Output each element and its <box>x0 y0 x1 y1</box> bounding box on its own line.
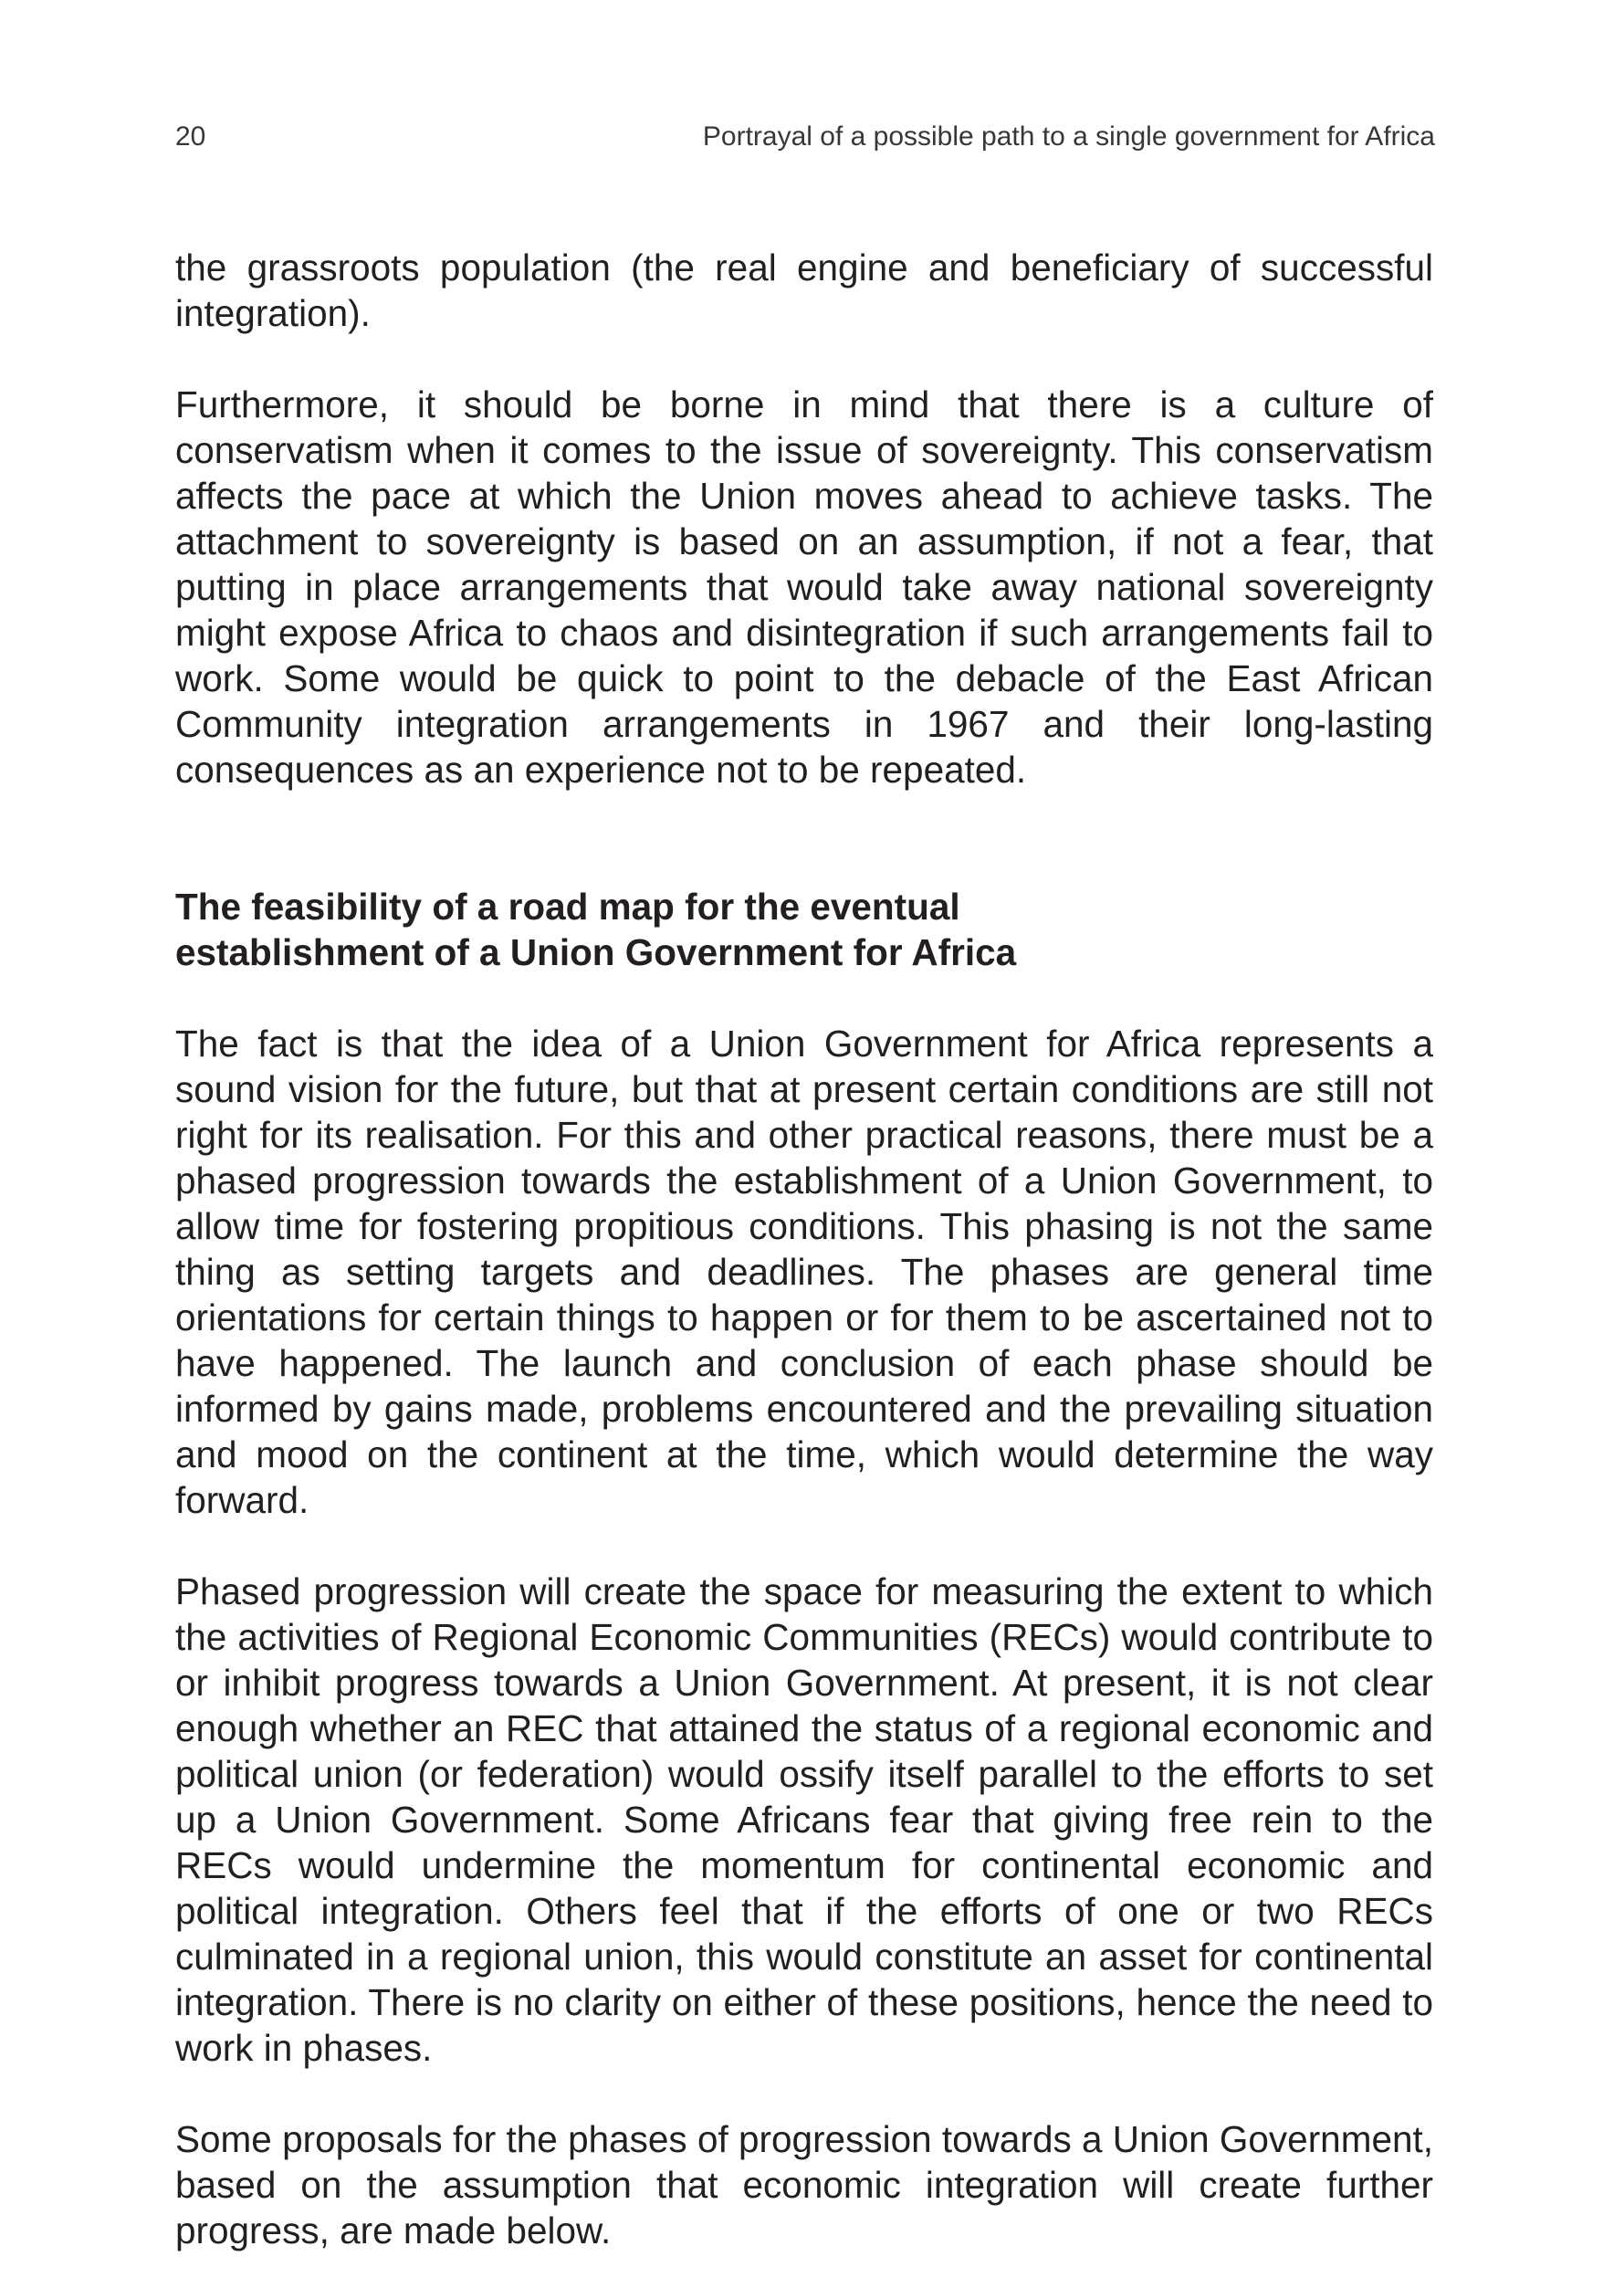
paragraph: Some proposals for the phases of progression towards a Union Government, based on the assumption that economic integration will create further progress, are made below. <box>175 2118 1433 2251</box>
paragraph: The fact is that the idea of a Union Government for Africa represents a sound vision for the future, but that at present certain conditions are still not right for its realisation. For this and other practical reasons, there must be a phased progression towards the establishment of a Union Government, to allow time for fostering propitious conditions. This phasing is not the same thing as setting targets and deadlines. The phases are general time orientations for certain things to happen or for them to be ascertained not to have happened. The launch and conclusion of each phase should be informed by gains made, problems encountered and the prevailing situation and mood on the continent at the time, which would determine the way forward. <box>175 1023 1433 1521</box>
running-header <box>175 121 1435 153</box>
body-text <box>175 245 1433 2253</box>
section-heading-line: The feasibility of a road map for the eventual <box>175 886 960 928</box>
running-title: Portrayal of a possible path to a single government for Africa <box>702 121 1435 152</box>
paragraph: Phased progression will create the space for measuring the extent to which the activities of Regional Economic Communities (RECs) would contribute to or inhibit progress towards a Union Government. At present, it is not clear enough whether an REC that attained the status of a regional economic and political union (or federation) would ossify itself parallel to the efforts to set up a Union Government. Some Africans fear that giving free rein to the RECs would undermine the momentum for continental economic and political integration. Others feel that if the efforts of one or two RECs culminated in a regional union, this would constitute an asset for continental integration. There is no clarity on either of these positions, hence the need to work in phases. <box>175 1570 1433 2069</box>
section-heading <box>175 884 1433 975</box>
paragraph: Furthermore, it should be borne in mind that there is a culture of conservatism when it comes to the issue of sovereignty. This conservatism affects the pace at which the Union moves ahead to achieve tasks. The attachment to sovereignty is based on an assumption, if not a fear, that putting in place arrangements that would take away national sovereignty might expose Africa to chaos and disintegration if such arrangements fail to work. Some would be quick to point to the debacle of the East African Community integration arrangements in 1967 and their long-lasting consequences as an experience not to be repeated. <box>175 383 1433 791</box>
section-heading-line: establishment of a Union Government for Africa <box>175 931 1017 973</box>
paragraph: the grassroots population (the real engine and beneficiary of successful integration). <box>175 247 1433 334</box>
page-number: 20 <box>175 121 206 152</box>
